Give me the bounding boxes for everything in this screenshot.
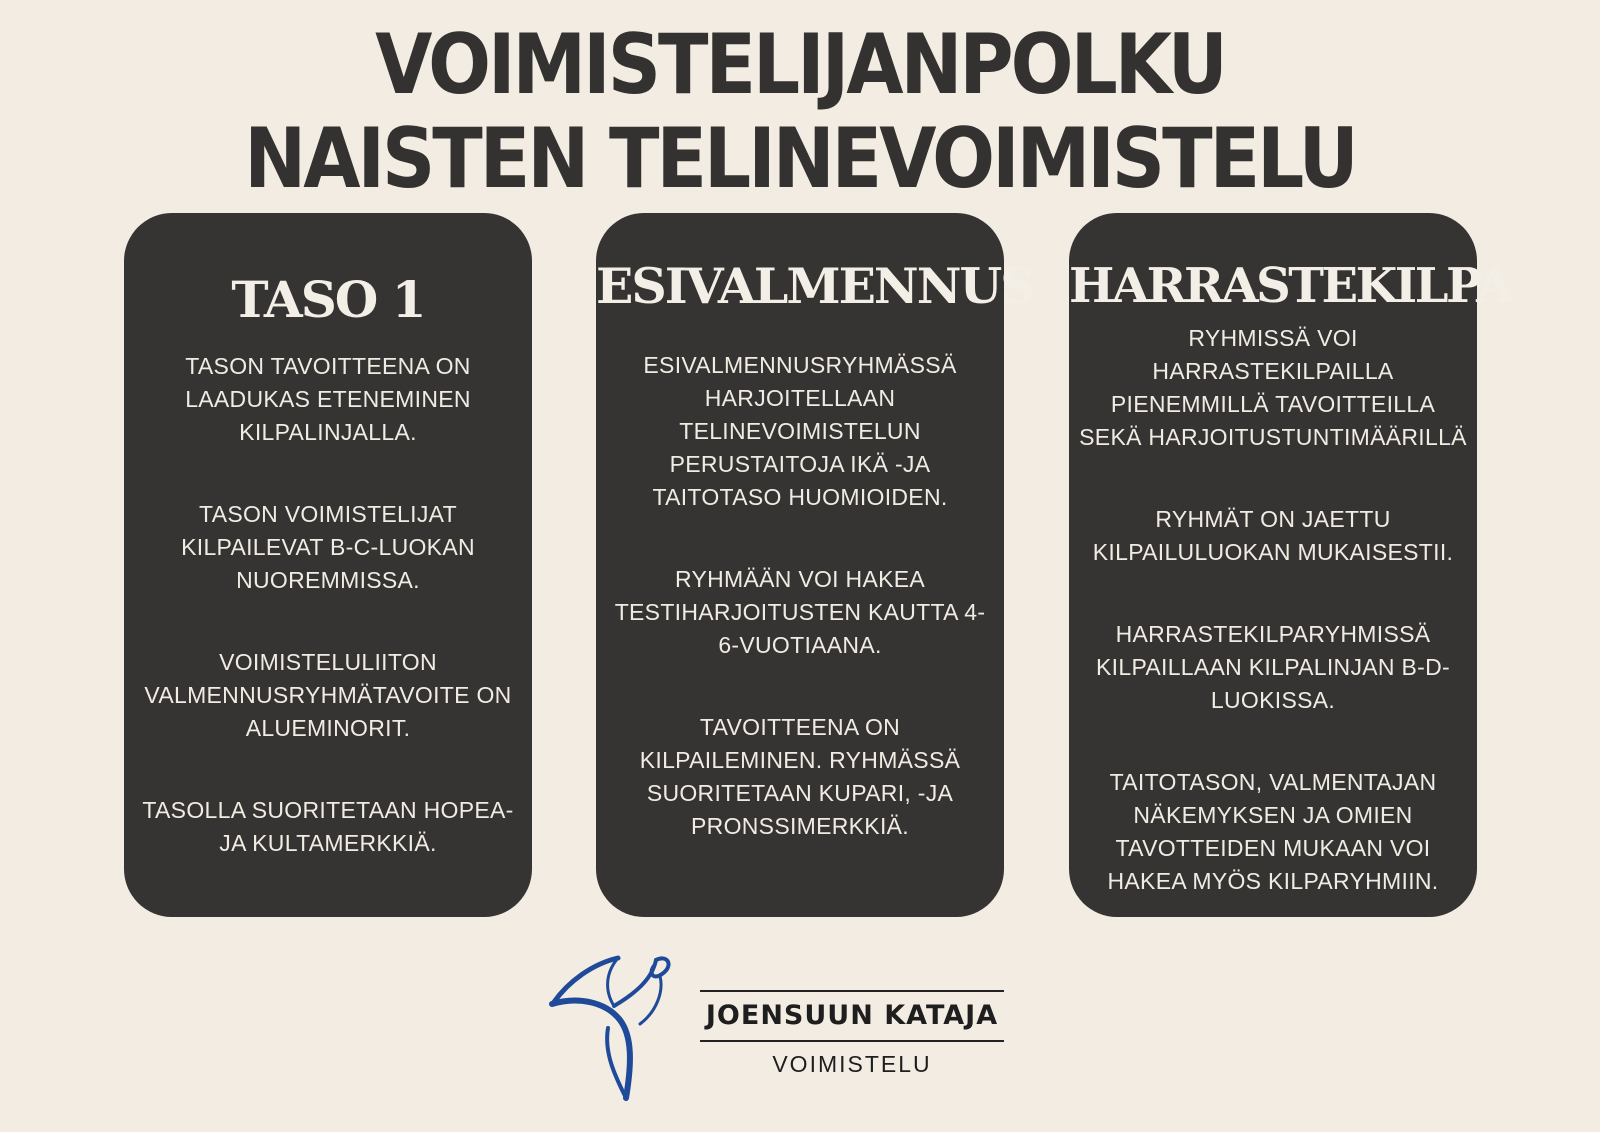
logo-wordmark [700,990,1004,1086]
card-body [1077,322,1469,898]
card-paragraph: TASON VOIMISTELIJAT KILPAILEVAT B-C-LUOKAN NUOREMMISSA. [181,501,475,593]
card-body [134,350,522,860]
card-body [606,349,994,843]
card-paragraph: TASON TAVOITTEENA ON LAADUKAS ETENEMINEN KILPALINJALLA. [185,353,471,445]
page-title [0,18,1600,206]
card-taso-1 [124,213,532,917]
card-paragraph: TASOLLA SUORITETAAN HOPEA- JA KULTAMERKKIÄ. [142,797,514,856]
card-paragraph: TAITOTASON, VALMENTAJAN NÄKEMYKSEN JA OMIEN TAVOTTEIDEN MUKAAN VOI HAKEA MYÖS KILPARYHMIIN. [1107,769,1439,894]
card-paragraph: RYHMISSÄ VOI HARRASTEKILPAILLA PIENEMMILLÄ TAVOITTEILLA SEKÄ HARJOITUSTUNTIMÄÄRILLÄ [1079,325,1467,450]
card-paragraph: TAVOITTEENA ON KILPAILEMINEN. RYHMÄSSÄ SUORITETAAN KUPARI, -JA PRONSSIMERKKIÄ. [639,714,961,839]
card-title: ESIVALMENNUS [596,257,1034,315]
card-harrastekilpa [1069,213,1511,917]
card-paragraph: RYHMÄT ON JAETTU KILPAILULUOKAN MUKAISESTII. [1092,506,1454,565]
card-paragraph: RYHMÄÄN VOI HAKEA TESTIHARJOITUSTEN KAUTTA 4-6-VUOTIAANA. [614,566,986,658]
card-paragraph: ESIVALMENNUSRYHMÄSSÄ HARJOITELLAAN TELINEVOIMISTELUN PERUSTAITOJA IKÄ -JA TAITOTASO HUOMIOIDEN. [643,352,957,510]
card-paragraph: VOIMISTELULIITON VALMENNUSRYHMÄTAVOITE ON ALUEMINORIT. [144,649,512,741]
card-paragraph: HARRASTEKILPARYHMISSÄ KILPAILLAAN KILPALINJAN B-D-LUOKISSA. [1096,621,1450,713]
logo-name: JOENSUUN KATAJA [705,1000,999,1031]
card-title: HARRASTEKILPA [1069,258,1511,314]
card-title: TASO 1 [231,270,425,329]
page-title-line-2: NAISTEN TELINEVOIMISTELU [244,110,1356,208]
gymnast-logo-icon [548,952,680,1104]
card-esivalmennus [596,213,1034,917]
logo-subtitle: VOIMISTELU [772,1051,932,1077]
page-title-line-1: VOIMISTELIJANPOLKU [375,16,1225,114]
